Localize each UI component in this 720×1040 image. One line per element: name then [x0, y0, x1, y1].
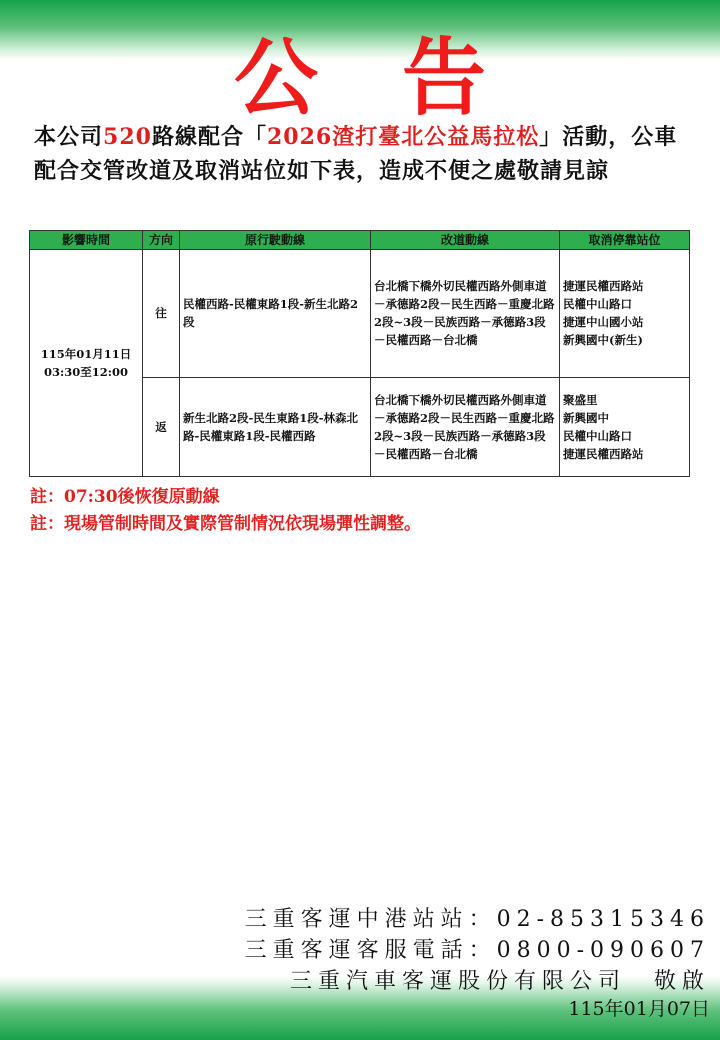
header-original-route: 原行駛動線 [180, 231, 371, 250]
cancelled-stop: 民權中山路口 [563, 428, 632, 443]
affected-time-cell [30, 250, 143, 477]
intro-text: 」活動，公車配合交管改道及取消站位如下表，造成不便之處敬請見諒 [34, 124, 678, 184]
company-signature: 三重汽車客運股份有限公司 敬啟 [289, 969, 710, 994]
cancelled-stops-cell [560, 250, 690, 378]
cancelled-stop: 新興國中(新生) [563, 333, 643, 348]
cancelled-stop: 捷運民權西路站 [563, 279, 644, 294]
note-item: 註：07:30後恢復原動線 [30, 487, 220, 507]
table-header-row [30, 231, 690, 250]
header-affected-time: 影響時間 [30, 231, 143, 250]
service-phone: 三重客運客服電話：0800-090607 [244, 938, 710, 963]
note-item: 註：現場管制時間及實際管制情況依現場彈性調整。 [30, 514, 421, 534]
route-number: 520 [103, 124, 152, 150]
affected-hours: 03:30至12:00 [43, 365, 128, 379]
intro-text: 路線配合「 [151, 124, 267, 150]
detour-table [29, 230, 690, 477]
direction-cell: 返 [143, 377, 180, 476]
intro-text: 本公司 [34, 124, 104, 150]
header-detour-route: 改道動線 [371, 231, 560, 250]
event-name: 2026渣打臺北公益馬拉松 [266, 124, 540, 150]
cancelled-stop: 聚盛里 [563, 392, 598, 407]
detour-route-cell: 台北橋下橋外切民權西路外側車道－承德路2段－民生西路－重慶北路2段~3段－民族西路－承德路3段－民權西路－台北橋 [371, 377, 560, 476]
footer [110, 904, 710, 1022]
cancelled-stops-cell [560, 377, 690, 476]
cancelled-stop: 新興國中 [563, 410, 609, 425]
notice-date: 115年01月07日 [568, 998, 710, 1020]
cancelled-stop: 捷運中山國小站 [563, 315, 644, 330]
header-cancelled-stops: 取消停靠站位 [560, 231, 690, 250]
detour-route-cell: 台北橋下橋外切民權西路外側車道－承德路2段－民生西路－重慶北路2段~3段－民族西路－承德路3段－民權西路－台北橋 [371, 250, 560, 378]
direction-cell: 往 [143, 250, 180, 378]
affected-date: 115年01月11日 [40, 347, 132, 361]
page-title: 公告 [233, 29, 570, 127]
intro-paragraph [34, 120, 694, 188]
original-route-cell: 新生北路2段-民生東路1段-林森北路-民權東路1段-民權西路 [180, 377, 371, 476]
cancelled-stop: 捷運民權西路站 [563, 446, 644, 461]
notes [30, 484, 690, 538]
station-phone: 三重客運中港站站：02-85315346 [244, 907, 710, 932]
table-row [30, 250, 690, 378]
original-route-cell: 民權西路-民權東路1段-新生北路2段 [180, 250, 371, 378]
cancelled-stop: 民權中山路口 [563, 297, 632, 312]
header-direction: 方向 [143, 231, 180, 250]
